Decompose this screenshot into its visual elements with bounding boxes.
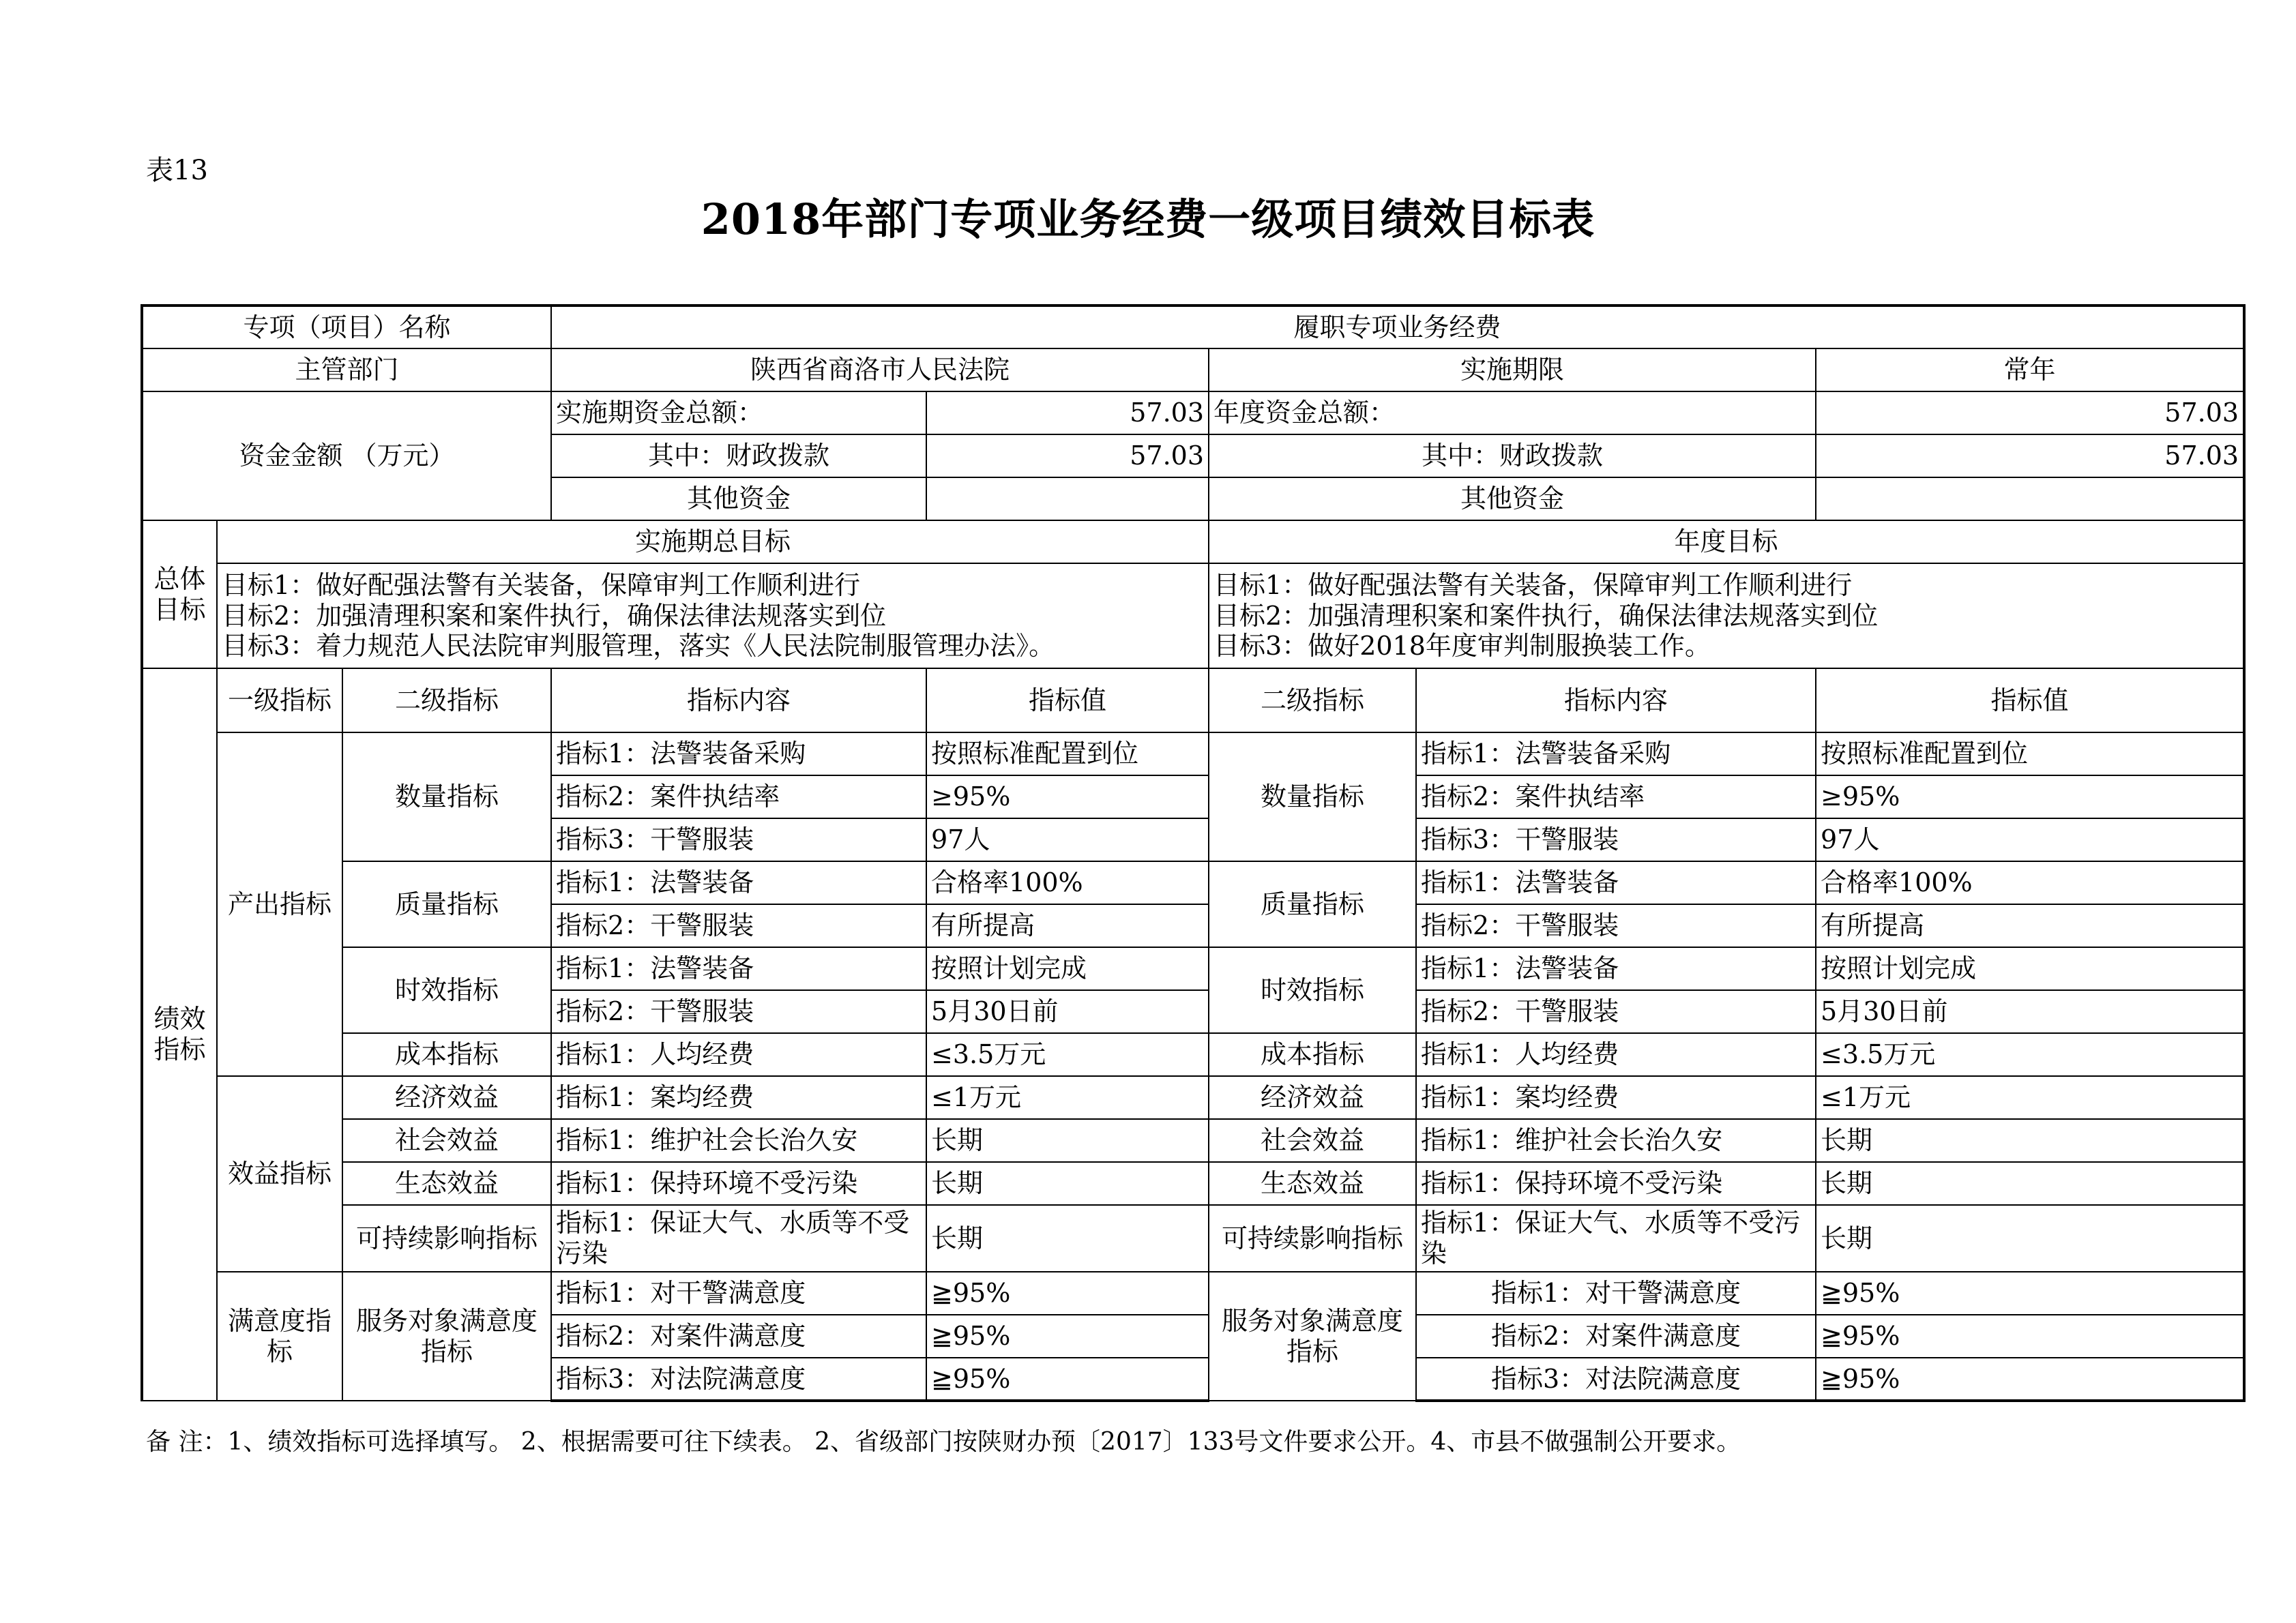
service-label-annual: 服务对象满意度指标 (1209, 1272, 1416, 1401)
level2-header: 二级指标 (342, 668, 551, 732)
fiscal-label-annual: 其中：财政拨款 (1209, 434, 1816, 477)
content-header-annual: 指标内容 (1416, 668, 1816, 732)
indicator-value-annual: ≧95% (1816, 1358, 2244, 1401)
indicator-content: 指标2：对案件满意度 (551, 1315, 926, 1358)
table-row (142, 947, 2244, 990)
indicator-content-annual: 指标1：保证大气、水质等不受污染 (1416, 1205, 1816, 1272)
service-label: 服务对象满意度指标 (342, 1272, 551, 1401)
indicator-content: 指标3：干警服装 (551, 818, 926, 861)
indicator-content-annual: 指标3：干警服装 (1416, 818, 1816, 861)
indicator-content: 指标1：人均经费 (551, 1033, 926, 1076)
economic-label: 经济效益 (342, 1076, 551, 1119)
indicator-value-annual: ≤1万元 (1816, 1076, 2244, 1119)
indicator-content-annual: 指标1：案均经费 (1416, 1076, 1816, 1119)
timeliness-label: 时效指标 (342, 947, 551, 1033)
indicator-value-annual: ≧95% (1816, 1272, 2244, 1315)
indicator-content: 指标1：法警装备 (551, 861, 926, 904)
cost-label: 成本指标 (342, 1033, 551, 1076)
indicator-value-annual: ≥95% (1816, 775, 2244, 818)
indicator-value-annual: 长期 (1816, 1119, 2244, 1162)
table-row (142, 1033, 2244, 1076)
indicator-value-annual: 5月30日前 (1816, 990, 2244, 1033)
project-label: 专项（项目）名称 (142, 306, 551, 348)
indicator-content-annual: 指标1：保持环境不受污染 (1416, 1162, 1816, 1205)
indicator-content: 指标2：干警服装 (551, 990, 926, 1033)
indicator-content-annual: 指标1：法警装备采购 (1416, 732, 1816, 775)
indicator-content: 指标3：对法院满意度 (551, 1358, 926, 1401)
indicator-content: 指标1：对干警满意度 (551, 1272, 926, 1315)
footnote: 备 注：1、绩效指标可选择填写。 2、根据需要可往下续表。 2、省级部门按陕财办预〔2017〕133号文件要求公开。4、市县不做强制公开要求。 (146, 1428, 1741, 1456)
other-value-annual (1816, 477, 2244, 520)
indicator-content: 指标1：法警装备 (551, 947, 926, 990)
indicator-content: 指标1：法警装备采购 (551, 732, 926, 775)
indicator-value: 5月30日前 (926, 990, 1209, 1033)
dept-row (142, 348, 2244, 391)
indicator-value-annual: 按照标准配置到位 (1816, 732, 2244, 775)
indicator-content: 指标2：干警服装 (551, 904, 926, 947)
total-funds-label: 实施期资金总额： (551, 391, 926, 434)
indicator-value-annual: 合格率100% (1816, 861, 2244, 904)
fiscal-value-annual: 57.03 (1816, 434, 2244, 477)
table-number: 表13 (146, 155, 208, 186)
level1-header: 一级指标 (217, 668, 342, 732)
cost-label-annual: 成本指标 (1209, 1033, 1416, 1076)
table-row (142, 1272, 2244, 1315)
quantity-label: 数量指标 (342, 732, 551, 861)
fiscal-value: 57.03 (926, 434, 1209, 477)
indicator-value: ≤1万元 (926, 1076, 1209, 1119)
timeliness-label-annual: 时效指标 (1209, 947, 1416, 1033)
content-header: 指标内容 (551, 668, 926, 732)
indicator-value-annual: ≤3.5万元 (1816, 1033, 2244, 1076)
indicator-value-annual: ≧95% (1816, 1315, 2244, 1358)
social-label-annual: 社会效益 (1209, 1119, 1416, 1162)
indicator-content-annual: 指标2：案件执结率 (1416, 775, 1816, 818)
funds-row-total (142, 391, 2244, 434)
indicator-content-annual: 指标2：对案件满意度 (1416, 1315, 1816, 1358)
period-goal-label: 实施期总目标 (217, 520, 1209, 563)
indicator-value: 97人 (926, 818, 1209, 861)
eco-label-annual: 生态效益 (1209, 1162, 1416, 1205)
benefit-indicator-label: 效益指标 (217, 1076, 342, 1272)
indicator-value-annual: 有所提高 (1816, 904, 2244, 947)
level2-header-annual: 二级指标 (1209, 668, 1416, 732)
table-row (142, 732, 2244, 775)
output-indicator-label: 产出指标 (217, 732, 342, 1076)
table-row (142, 1205, 2244, 1272)
goals-header-row (142, 520, 2244, 563)
indicator-value: 有所提高 (926, 904, 1209, 947)
overall-goal-label: 总体目标 (142, 520, 217, 668)
indicator-value-annual: 长期 (1816, 1205, 2244, 1272)
value-header-annual: 指标值 (1816, 668, 2244, 732)
indicator-content: 指标1：保证大气、水质等不受污染 (551, 1205, 926, 1272)
indicator-value: 合格率100% (926, 861, 1209, 904)
indicator-value: ≧95% (926, 1315, 1209, 1358)
indicator-content-annual: 指标1：人均经费 (1416, 1033, 1816, 1076)
quality-label: 质量指标 (342, 861, 551, 947)
eco-label: 生态效益 (342, 1162, 551, 1205)
page-title: 2018年部门专项业务经费一级项目绩效目标表 (701, 194, 1595, 244)
indicator-value: ≤3.5万元 (926, 1033, 1209, 1076)
period-value: 常年 (1816, 348, 2244, 391)
social-label: 社会效益 (342, 1119, 551, 1162)
quality-label-annual: 质量指标 (1209, 861, 1416, 947)
satisfaction-indicator-label: 满意度指标 (217, 1272, 342, 1401)
indicator-content: 指标2：案件执结率 (551, 775, 926, 818)
indicator-header-row (142, 668, 2244, 732)
indicator-value: 按照标准配置到位 (926, 732, 1209, 775)
annual-funds-value: 57.03 (1816, 391, 2244, 434)
annual-goals-text: 目标1：做好配强法警有关装备，保障审判工作顺利进行 目标2：加强清理积案和案件执行，确保法律法规落实到位 目标3：做好2018年度审判制服换装工作。 (1209, 563, 2244, 668)
indicator-value: ≧95% (926, 1272, 1209, 1315)
indicator-value-annual: 97人 (1816, 818, 2244, 861)
period-goals-text: 目标1：做好配强法警有关装备，保障审判工作顺利进行 目标2：加强清理积案和案件执行，确保法律法规落实到位 目标3：着力规范人民法院审判服管理，落实《人民法院制服管理办法》。 (217, 563, 1209, 668)
table-row (142, 861, 2244, 904)
indicator-value: 长期 (926, 1119, 1209, 1162)
indicator-content-annual: 指标1：维护社会长治久安 (1416, 1119, 1816, 1162)
other-label-annual: 其他资金 (1209, 477, 1816, 520)
period-label: 实施期限 (1209, 348, 1816, 391)
value-header: 指标值 (926, 668, 1209, 732)
indicator-value: 长期 (926, 1162, 1209, 1205)
indicator-content-annual: 指标1：对干警满意度 (1416, 1272, 1816, 1315)
total-funds-value: 57.03 (926, 391, 1209, 434)
other-label: 其他资金 (551, 477, 926, 520)
indicator-content: 指标1：维护社会长治久安 (551, 1119, 926, 1162)
indicator-content: 指标1：案均经费 (551, 1076, 926, 1119)
other-value (926, 477, 1209, 520)
sustain-label-annual: 可持续影响指标 (1209, 1205, 1416, 1272)
indicator-value: ≥95% (926, 775, 1209, 818)
dept-value: 陕西省商洛市人民法院 (551, 348, 1209, 391)
annual-goal-label: 年度目标 (1209, 520, 2244, 563)
indicator-value: 按照计划完成 (926, 947, 1209, 990)
project-row (142, 306, 2244, 348)
indicator-value-annual: 长期 (1816, 1162, 2244, 1205)
table-row (142, 1076, 2244, 1119)
indicator-content-annual: 指标3：对法院满意度 (1416, 1358, 1816, 1401)
indicator-value: ≧95% (926, 1358, 1209, 1401)
performance-target-table (141, 304, 2246, 1402)
indicator-content-annual: 指标1：法警装备 (1416, 861, 1816, 904)
fiscal-label: 其中：财政拨款 (551, 434, 926, 477)
indicator-content: 指标1：保持环境不受污染 (551, 1162, 926, 1205)
quantity-label-annual: 数量指标 (1209, 732, 1416, 861)
indicator-value: 长期 (926, 1205, 1209, 1272)
funds-label: 资金金额 （万元） (142, 391, 551, 520)
annual-funds-label: 年度资金总额： (1209, 391, 1816, 434)
sustain-label: 可持续影响指标 (342, 1205, 551, 1272)
goals-content-row (142, 563, 2244, 668)
dept-label: 主管部门 (142, 348, 551, 391)
table-row (142, 1162, 2244, 1205)
project-value: 履职专项业务经费 (551, 306, 2244, 348)
indicator-content-annual: 指标1：法警装备 (1416, 947, 1816, 990)
economic-label-annual: 经济效益 (1209, 1076, 1416, 1119)
table-row (142, 1119, 2244, 1162)
performance-indicator-label: 绩效指标 (142, 668, 217, 1401)
indicator-content-annual: 指标2：干警服装 (1416, 990, 1816, 1033)
indicator-content-annual: 指标2：干警服装 (1416, 904, 1816, 947)
indicator-value-annual: 按照计划完成 (1816, 947, 2244, 990)
